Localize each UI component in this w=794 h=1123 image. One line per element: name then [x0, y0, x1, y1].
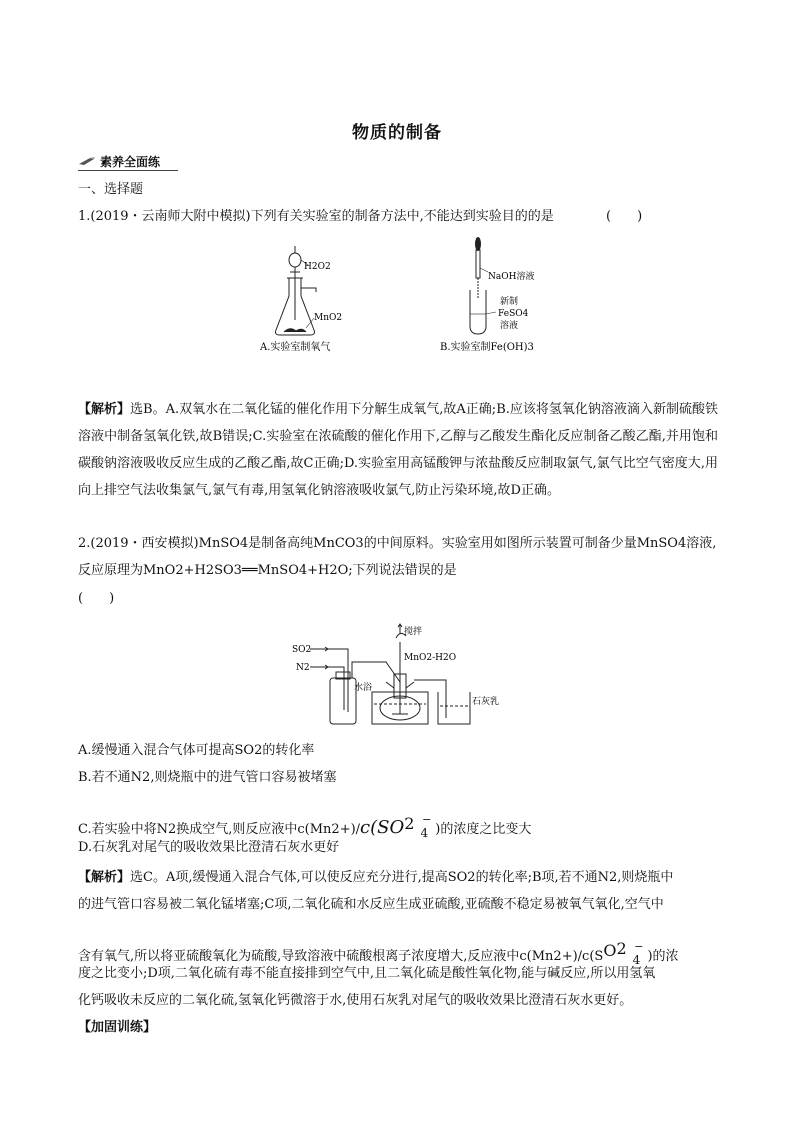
fig-lime-label: 石灰乳: [472, 697, 500, 707]
banner-label: 素养全面练: [100, 154, 161, 169]
section-heading: 一、选择题: [78, 182, 144, 197]
fig-n2-label: N2: [296, 663, 310, 673]
q2-option-b: B.若不通N2,则烧瓶中的进气管口容易被堵塞: [78, 770, 337, 785]
fig-water-bath-label: 水浴: [354, 683, 373, 693]
figure-a-oxygen-apparatus: [260, 238, 370, 358]
reinforce-heading: 【加固训练】: [78, 1020, 157, 1035]
fig-stir-label: 搅拌: [404, 627, 423, 637]
q2-option-c-pre: C.若实验中将N2换成空气,则反应液中c(Mn2+)/: [78, 822, 361, 837]
q2-analysis-line1: [78, 868, 673, 888]
banner-underline: [78, 170, 178, 171]
fig-mixture-label: MnO2-H2O: [404, 653, 457, 663]
q2-stem-line1: 2.(2019・西安模拟)MnSO4是制备高纯MnCO3的中间原料。实验室用如图所示装置可制备少量MnSO4溶液,: [78, 536, 717, 551]
q2-analysis-line4: 度之比变小;D项,二氧化硫有毒不能直接排到空气中,且二氧化硫是酸性氧化物,能与碱反应,所以用氢氧: [78, 966, 656, 981]
q1-analysis-tag: 【解析】: [78, 402, 131, 417]
fig-b-new-label: 新制: [500, 297, 519, 307]
q1-analysis: [78, 396, 718, 504]
q2-option-c-post: )的浓度之比变大: [435, 822, 532, 837]
fig-b-naoh-label: NaOH溶液: [488, 272, 535, 282]
q2-analysis-text1: 选C。A项,缓慢通入混合气体,可以使反应充分进行,提高SO2的转化率;B项,若不通N2,则烧瓶中: [130, 870, 674, 885]
fig-a-mno2-label: MnO2: [314, 313, 343, 323]
q2-analysis-text3: 含有氧气,所以将亚硫酸氧化为硫酸,导致溶液中硫酸根离子浓度增大,反应液中c(Mn2+)/c(S: [78, 949, 604, 964]
fig-a-h2o2-label: H2O2: [304, 262, 331, 272]
q2-analysis-line2: 的进气管口容易被二氧化锰堵塞;C项,二氧化硫和水反应生成亚硫酸,亚硫酸不稳定易被氧气氧化,空气中: [78, 897, 664, 912]
q2-analysis-tag: 【解析】: [78, 870, 131, 885]
q2-answer-blank: ( ): [78, 591, 115, 606]
q1-answer-blank: ( ): [606, 209, 643, 224]
fig-a-caption: A.实验室制氧气: [260, 342, 331, 353]
q2-stem-line2: 反应原理为MnO2+H2SO3══MnSO4+H2O;下列说法错误的是: [78, 563, 457, 578]
page-title: 物质的制备: [352, 123, 442, 143]
q1-stem: 1.(2019・云南师大附中模拟)下列有关实验室的制备方法中,不能达到实验目的的是: [78, 209, 554, 224]
q2-analysis-line3: 含有氧气,所以将亚硫酸氧化为硫酸,导致溶液中硫酸根离子浓度增大,反应液中c(Mn2+)/c(SO24−)的浓: [78, 939, 679, 967]
figure-b-feoh3-apparatus: [440, 236, 550, 358]
q1-analysis-text: 选B。A.双氧水在二氧化锰的催化作用下分解生成氧气,故A正确;B.应该将氢氧化钠溶液滴入新制硫酸铁溶液中制备氢氧化铁,故B错误;C.实验室在浓硫酸的催化作用下,乙醇与乙酸发生酯化反应制备乙酸乙酯,并用饱和碳酸钠溶液吸收反应生成的乙酸乙酯,故C正确;D.实验室用高锰酸钾与浓盐酸反应制取氯气,氯气比空气密度大,用向上排空气法收集氯气,氯气有毒,用氢氧化钠溶液吸收氯气,防止污染环境,故D正确。: [78, 402, 718, 498]
q2-option-d: D.石灰乳对尾气的吸收效果比澄清石灰水更好: [78, 840, 340, 855]
q2-option-c-frac: c(SO: [360, 817, 405, 838]
fig-b-caption: B.实验室制Fe(OH)3: [440, 342, 534, 353]
q2-analysis-text3-end: )的浓: [647, 949, 679, 964]
q2-option-c: C.若实验中将N2换成空气,则反应液中c(Mn2+)/c(SO2 4−)的浓度之比变大: [78, 813, 532, 840]
fig-b-solution-label: 溶液: [500, 321, 519, 331]
fig-b-feso4-label: FeSO4: [498, 309, 529, 319]
q2-analysis-line5: 化钙吸收未反应的二氧化硫,氢氧化钙微溶于水,使用石灰乳对尾气的吸收效果比澄清石灰水更好。: [78, 993, 633, 1008]
figure-mnso4-apparatus: [288, 622, 508, 730]
fig-so2-label: SO2: [292, 645, 312, 655]
section-banner: [78, 153, 160, 169]
q2-option-a: A.缓慢通入混合气体可提高SO2的转化率: [78, 743, 315, 758]
pen-icon: [78, 156, 96, 166]
